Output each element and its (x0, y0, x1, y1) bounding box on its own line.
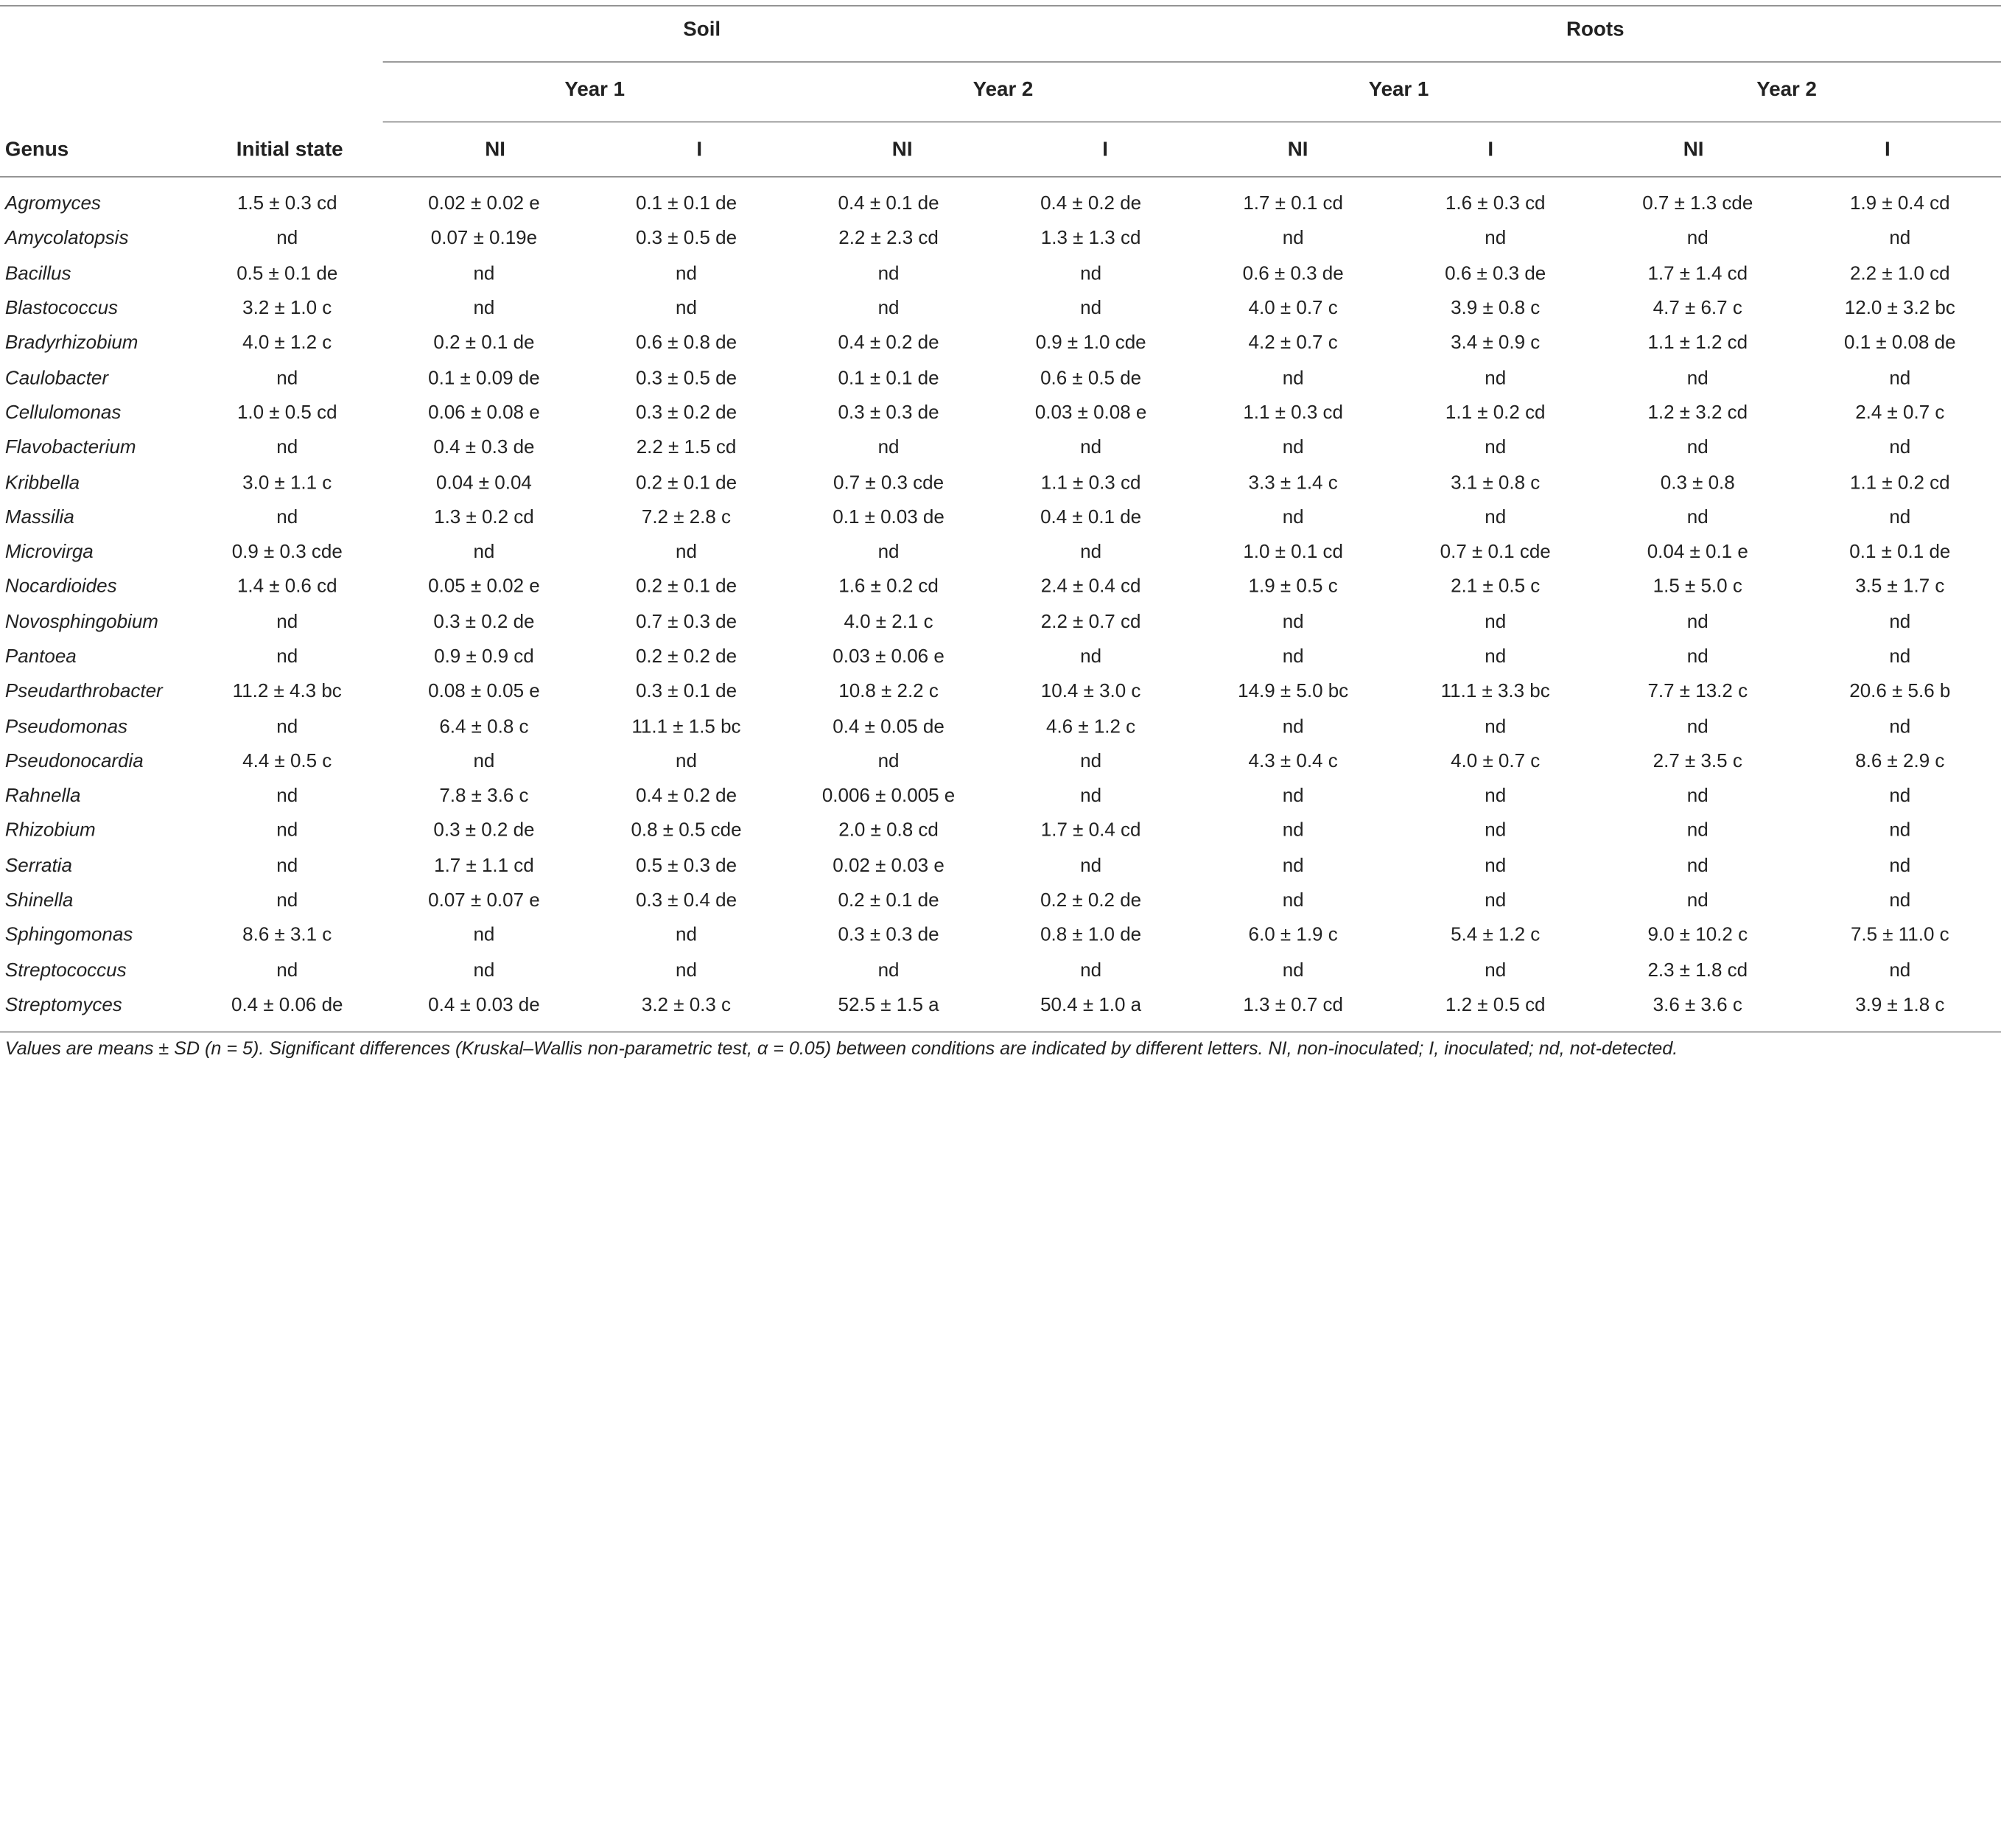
value-cell: nd (1686, 819, 1709, 842)
value-cell: 6.4 ± 0.8 c (439, 715, 529, 738)
table-row (0, 326, 2001, 360)
value-cell: 0.3 ± 0.2 de (433, 819, 535, 842)
value-cell: nd (1080, 541, 1102, 564)
data-table (0, 186, 2001, 1023)
value-cell: 3.3 ± 1.4 c (1248, 472, 1338, 494)
value-cell: nd (276, 819, 298, 842)
value-cell: 0.2 ± 0.2 de (1040, 889, 1142, 911)
value-cell: 0.7 ± 0.1 cde (1440, 541, 1551, 564)
value-cell: 0.6 ± 0.3 de (1445, 262, 1546, 284)
value-cell: 2.2 ± 1.5 cd (636, 436, 737, 459)
value-cell: 0.2 ± 0.1 de (635, 575, 737, 598)
value-cell: 0.08 ± 0.05 e (428, 680, 540, 703)
value-cell: 1.7 ± 1.4 cd (1647, 262, 1748, 284)
value-cell: nd (1485, 959, 1507, 981)
genus-cell: Cellulomonas (4, 402, 122, 424)
value-cell: 0.05 ± 0.02 e (428, 575, 540, 598)
genus-cell: Blastococcus (4, 297, 119, 320)
table-row (0, 883, 2001, 918)
value-cell: 1.3 ± 0.7 cd (1243, 994, 1343, 1016)
value-cell: 3.1 ± 0.8 c (1451, 472, 1541, 494)
genus-cell: Streptococcus (4, 959, 127, 981)
roots-year2-header: Year 2 (1756, 79, 1817, 101)
table-row (0, 779, 2001, 813)
value-cell: 50.4 ± 1.0 a (1040, 994, 1142, 1016)
value-cell: 7.7 ± 13.2 c (1647, 680, 1748, 703)
genus-cell: Novosphingobium (4, 611, 158, 633)
table-row (0, 291, 2001, 326)
value-cell: nd (676, 924, 697, 947)
value-cell: nd (1080, 785, 1102, 808)
value-cell: nd (276, 228, 298, 250)
value-cell: nd (473, 959, 495, 981)
soil-y1-i-header: I (696, 139, 703, 161)
table-row (0, 535, 2001, 570)
genus-cell: Sphingomonas (4, 924, 133, 947)
value-cell: nd (1686, 855, 1709, 877)
value-cell: nd (676, 959, 697, 981)
value-cell: 0.3 ± 0.5 de (635, 228, 737, 250)
value-cell: 0.4 ± 0.2 de (635, 785, 737, 808)
value-cell: nd (1282, 855, 1304, 877)
value-cell: 4.2 ± 0.7 c (1248, 332, 1338, 354)
value-cell: 10.4 ± 3.0 c (1040, 680, 1141, 703)
value-cell: nd (1485, 228, 1507, 250)
header-bottom-rule (0, 176, 2001, 178)
value-cell: nd (1686, 367, 1709, 389)
value-cell: nd (1080, 959, 1102, 981)
value-cell: 5.4 ± 1.2 c (1451, 924, 1541, 947)
value-cell: nd (1282, 819, 1304, 842)
table-row (0, 953, 2001, 987)
table-row (0, 186, 2001, 221)
value-cell: 3.9 ± 0.8 c (1451, 297, 1541, 320)
value-cell: 2.0 ± 0.8 cd (838, 819, 939, 842)
value-cell: 9.0 ± 10.2 c (1647, 924, 1748, 947)
value-cell: 1.1 ± 0.2 cd (1850, 472, 1950, 494)
value-cell: nd (276, 889, 298, 911)
genus-cell: Pseudarthrobacter (4, 680, 163, 703)
value-cell: nd (473, 297, 495, 320)
value-cell: 4.0 ± 1.2 c (242, 332, 332, 354)
value-cell: nd (1686, 715, 1709, 738)
value-cell: nd (877, 541, 900, 564)
value-cell: nd (1889, 367, 1911, 389)
value-cell: 0.5 ± 0.1 de (236, 262, 338, 284)
genus-cell: Massilia (4, 506, 74, 528)
value-cell: nd (473, 924, 495, 947)
value-cell: nd (676, 750, 697, 772)
value-cell: 3.2 ± 0.3 c (641, 994, 732, 1016)
value-cell: nd (1485, 855, 1507, 877)
value-cell: nd (1686, 889, 1709, 911)
value-cell: 52.5 ± 1.5 a (838, 994, 939, 1016)
value-cell: 0.4 ± 0.1 de (838, 192, 939, 215)
value-cell: nd (1282, 889, 1304, 911)
value-cell: 20.6 ± 5.6 b (1849, 680, 1951, 703)
value-cell: nd (1485, 611, 1507, 633)
value-cell: nd (676, 297, 697, 320)
top-rule (0, 5, 2001, 7)
value-cell: 0.1 ± 0.1 de (838, 367, 939, 389)
value-cell: 1.9 ± 0.4 cd (1850, 192, 1950, 215)
roots-y1-ni-header: NI (1287, 139, 1308, 161)
value-cell: 0.3 ± 0.1 de (635, 680, 737, 703)
value-cell: 0.4 ± 0.03 de (428, 994, 540, 1016)
genus-cell: Nocardioides (4, 575, 117, 598)
value-cell: 0.3 ± 0.8 (1660, 472, 1735, 494)
value-cell: 1.1 ± 0.3 cd (1040, 472, 1141, 494)
soil-year2-header: Year 2 (973, 79, 1034, 101)
group-rule (383, 61, 2001, 63)
genus-cell: Pseudonocardia (4, 750, 144, 772)
value-cell: 0.07 ± 0.19e (430, 228, 538, 250)
value-cell: nd (1889, 611, 1911, 633)
genus-cell: Rhizobium (4, 819, 96, 842)
value-cell: nd (1282, 715, 1304, 738)
value-cell: nd (877, 297, 900, 320)
value-cell: 0.1 ± 0.09 de (428, 367, 540, 389)
value-cell: 2.4 ± 0.7 c (1855, 402, 1945, 424)
subgroup-rule (383, 122, 2001, 123)
value-cell: nd (1686, 645, 1709, 668)
table-row (0, 221, 2001, 256)
value-cell: 0.3 ± 0.2 de (635, 402, 737, 424)
value-cell: 2.2 ± 0.7 cd (1040, 611, 1141, 633)
value-cell: 1.3 ± 1.3 cd (1040, 228, 1141, 250)
value-cell: 2.2 ± 1.0 cd (1850, 262, 1950, 284)
value-cell: nd (1485, 785, 1507, 808)
value-cell: 3.2 ± 1.0 c (242, 297, 332, 320)
value-cell: nd (276, 367, 298, 389)
value-cell: 0.2 ± 0.1 de (838, 889, 939, 911)
table-row (0, 570, 2001, 604)
value-cell: nd (1686, 228, 1709, 250)
genus-cell: Shinella (4, 889, 74, 911)
value-cell: nd (1080, 855, 1102, 877)
value-cell: 0.6 ± 0.8 de (635, 332, 737, 354)
table-row (0, 813, 2001, 848)
value-cell: nd (1080, 297, 1102, 320)
value-cell: 0.1 ± 0.08 de (1844, 332, 1956, 354)
value-cell: nd (276, 959, 298, 981)
value-cell: 1.0 ± 0.1 cd (1243, 541, 1343, 564)
value-cell: 0.03 ± 0.06 e (833, 645, 945, 668)
value-cell: 1.2 ± 0.5 cd (1445, 994, 1546, 1016)
value-cell: nd (1080, 645, 1102, 668)
value-cell: 3.9 ± 1.8 c (1855, 994, 1945, 1016)
value-cell: 10.8 ± 2.2 c (838, 680, 939, 703)
value-cell: 4.3 ± 0.4 c (1248, 750, 1338, 772)
table-row (0, 465, 2001, 500)
value-cell: 0.06 ± 0.08 e (428, 402, 540, 424)
value-cell: 1.6 ± 0.3 cd (1445, 192, 1546, 215)
value-cell: nd (1889, 506, 1911, 528)
value-cell: 2.1 ± 0.5 c (1451, 575, 1541, 598)
value-cell: nd (1889, 855, 1911, 877)
value-cell: nd (1282, 506, 1304, 528)
value-cell: nd (1686, 506, 1709, 528)
value-cell: nd (276, 611, 298, 633)
value-cell: 0.02 ± 0.02 e (428, 192, 540, 215)
value-cell: 1.5 ± 0.3 cd (236, 192, 337, 215)
value-cell: 0.7 ± 1.3 cde (1642, 192, 1753, 215)
value-cell: nd (1485, 819, 1507, 842)
value-cell: nd (473, 541, 495, 564)
value-cell: 1.2 ± 3.2 cd (1647, 402, 1748, 424)
value-cell: 11.2 ± 4.3 bc (232, 680, 342, 703)
value-cell: 8.6 ± 3.1 c (242, 924, 332, 947)
value-cell: 0.8 ± 1.0 de (1040, 924, 1142, 947)
soil-y2-ni-header: NI (891, 139, 913, 161)
table-row (0, 743, 2001, 778)
table-row (0, 430, 2001, 465)
value-cell: nd (1889, 436, 1911, 459)
value-cell: 4.0 ± 0.7 c (1248, 297, 1338, 320)
genus-cell: Pantoea (4, 645, 77, 668)
value-cell: nd (1485, 436, 1507, 459)
value-cell: nd (1282, 645, 1304, 668)
value-cell: 2.3 ± 1.8 cd (1647, 959, 1748, 981)
soil-y1-ni-header: NI (485, 139, 505, 161)
genus-cell: Bacillus (4, 262, 71, 284)
value-cell: 0.4 ± 0.06 de (231, 994, 343, 1016)
value-cell: 0.4 ± 0.2 de (1040, 192, 1142, 215)
table-row (0, 640, 2001, 674)
value-cell: 4.0 ± 0.7 c (1451, 750, 1541, 772)
genus-cell: Pseudomonas (4, 715, 128, 738)
value-cell: 0.3 ± 0.3 de (838, 402, 939, 424)
value-cell: nd (276, 436, 298, 459)
table-row (0, 848, 2001, 883)
value-cell: 0.2 ± 0.1 de (635, 472, 737, 494)
roots-y2-ni-header: NI (1683, 139, 1704, 161)
table-row (0, 987, 2001, 1022)
value-cell: 0.7 ± 0.3 cde (833, 472, 945, 494)
value-cell: nd (473, 750, 495, 772)
table-bottom-rule (0, 1032, 2001, 1033)
value-cell: 14.9 ± 5.0 bc (1238, 680, 1349, 703)
table-row (0, 709, 2001, 743)
value-cell: 0.6 ± 0.5 de (1040, 367, 1142, 389)
value-cell: 2.2 ± 2.3 cd (838, 228, 939, 250)
value-cell: 0.9 ± 1.0 cde (1035, 332, 1146, 354)
soil-header: Soil (683, 18, 721, 41)
value-cell: 6.0 ± 1.9 c (1248, 924, 1338, 947)
value-cell: 0.4 ± 0.1 de (1040, 506, 1142, 528)
value-cell: nd (1686, 436, 1709, 459)
value-cell: nd (1282, 959, 1304, 981)
value-cell: 1.3 ± 0.2 cd (434, 506, 534, 528)
value-cell: 2.7 ± 3.5 c (1653, 750, 1742, 772)
roots-y2-i-header: I (1885, 139, 1890, 161)
value-cell: nd (1282, 436, 1304, 459)
value-cell: 0.2 ± 0.1 de (433, 332, 535, 354)
genus-cell: Kribbella (4, 472, 80, 494)
value-cell: nd (473, 262, 495, 284)
value-cell: nd (1686, 611, 1709, 633)
value-cell: 0.1 ± 0.03 de (833, 506, 945, 528)
value-cell: 1.1 ± 0.3 cd (1243, 402, 1343, 424)
table-row (0, 604, 2001, 639)
value-cell: nd (1282, 611, 1304, 633)
table-row (0, 674, 2001, 709)
initial-state-column-header: Initial state (236, 139, 343, 161)
genus-cell: Agromyces (4, 192, 101, 215)
genus-cell: Microvirga (4, 541, 94, 564)
table-row (0, 360, 2001, 395)
value-cell: 1.1 ± 1.2 cd (1647, 332, 1748, 354)
value-cell: nd (1686, 785, 1709, 808)
value-cell: nd (1485, 645, 1507, 668)
roots-header: Roots (1566, 18, 1625, 41)
soil-y2-i-header: I (1102, 139, 1108, 161)
value-cell: 0.3 ± 0.2 de (433, 611, 535, 633)
value-cell: nd (276, 506, 298, 528)
value-cell: 1.5 ± 5.0 c (1653, 575, 1742, 598)
value-cell: nd (877, 959, 900, 981)
value-cell: 1.7 ± 0.4 cd (1040, 819, 1141, 842)
value-cell: 0.4 ± 0.2 de (838, 332, 939, 354)
value-cell: nd (1889, 228, 1911, 250)
value-cell: nd (276, 715, 298, 738)
table-footnote: Values are means ± SD (n = 5). Significant differences (Kruskal–Wallis non-parametric test, α = 0.05) between conditions are indicated by different letters. NI, non-inoculated; I, inoculated; nd, not-detected. (4, 1039, 1678, 1060)
value-cell: 1.4 ± 0.6 cd (236, 575, 337, 598)
value-cell: 3.6 ± 3.6 c (1653, 994, 1742, 1016)
value-cell: 8.6 ± 2.9 c (1855, 750, 1945, 772)
value-cell: nd (1889, 959, 1911, 981)
value-cell: 3.5 ± 1.7 c (1855, 575, 1945, 598)
value-cell: nd (276, 645, 298, 668)
value-cell: 1.7 ± 1.1 cd (434, 855, 534, 877)
value-cell: 2.4 ± 0.4 cd (1040, 575, 1141, 598)
value-cell: nd (276, 785, 298, 808)
value-cell: nd (1889, 785, 1911, 808)
value-cell: 0.4 ± 0.3 de (433, 436, 535, 459)
roots-year1-header: Year 1 (1368, 79, 1429, 101)
value-cell: 12.0 ± 3.2 bc (1844, 297, 1955, 320)
genus-cell: Bradyrhizobium (4, 332, 139, 354)
value-cell: 3.4 ± 0.9 c (1451, 332, 1541, 354)
value-cell: 1.9 ± 0.5 c (1248, 575, 1338, 598)
value-cell: 11.1 ± 3.3 bc (1440, 680, 1550, 703)
soil-year1-header: Year 1 (564, 79, 625, 101)
value-cell: 7.8 ± 3.6 c (439, 785, 529, 808)
value-cell: 4.4 ± 0.5 c (242, 750, 332, 772)
value-cell: 1.0 ± 0.5 cd (236, 402, 337, 424)
table-row (0, 256, 2001, 290)
value-cell: nd (1282, 367, 1304, 389)
value-cell: nd (1889, 819, 1911, 842)
value-cell: 4.7 ± 6.7 c (1653, 297, 1742, 320)
value-cell: 0.04 ± 0.04 (436, 472, 532, 494)
value-cell: nd (1080, 436, 1102, 459)
value-cell: nd (1485, 367, 1507, 389)
value-cell: nd (676, 541, 697, 564)
value-cell: nd (1282, 785, 1304, 808)
value-cell: nd (877, 436, 900, 459)
value-cell: nd (877, 750, 900, 772)
value-cell: nd (1889, 889, 1911, 911)
genus-cell: Amycolatopsis (4, 228, 129, 250)
value-cell: 0.3 ± 0.3 de (838, 924, 939, 947)
value-cell: 0.1 ± 0.1 de (1849, 541, 1951, 564)
value-cell: 1.6 ± 0.2 cd (838, 575, 939, 598)
value-cell: 0.2 ± 0.2 de (635, 645, 737, 668)
value-cell: 0.04 ± 0.1 e (1647, 541, 1748, 564)
value-cell: nd (1080, 262, 1102, 284)
value-cell: 7.5 ± 11.0 c (1850, 924, 1949, 947)
value-cell: 0.03 ± 0.08 e (1034, 402, 1147, 424)
table-row (0, 918, 2001, 953)
value-cell: nd (1282, 228, 1304, 250)
value-cell: 1.7 ± 0.1 cd (1243, 192, 1343, 215)
value-cell: 0.006 ± 0.005 e (821, 785, 956, 808)
value-cell: 1.1 ± 0.2 cd (1445, 402, 1546, 424)
genus-cell: Serratia (4, 855, 72, 877)
value-cell: 0.3 ± 0.4 de (635, 889, 737, 911)
value-cell: 0.1 ± 0.1 de (635, 192, 737, 215)
value-cell: 0.8 ± 0.5 cde (631, 819, 742, 842)
value-cell: nd (1485, 506, 1507, 528)
value-cell: 0.4 ± 0.05 de (833, 715, 945, 738)
value-cell: nd (276, 855, 298, 877)
value-cell: nd (1889, 715, 1911, 738)
genus-cell: Streptomyces (4, 994, 122, 1016)
genus-cell: Rahnella (4, 785, 81, 808)
genus-cell: Flavobacterium (4, 436, 136, 459)
value-cell: 0.9 ± 0.3 cde (231, 541, 343, 564)
value-cell: nd (676, 262, 697, 284)
table-row (0, 396, 2001, 430)
value-cell: 0.9 ± 0.9 cd (434, 645, 534, 668)
value-cell: nd (877, 262, 900, 284)
value-cell: 3.0 ± 1.1 c (242, 472, 332, 494)
value-cell: nd (1485, 715, 1507, 738)
value-cell: 0.3 ± 0.5 de (635, 367, 737, 389)
value-cell: nd (1485, 889, 1507, 911)
value-cell: nd (1889, 645, 1911, 668)
value-cell: 4.0 ± 2.1 c (844, 611, 933, 633)
roots-y1-i-header: I (1487, 139, 1494, 161)
value-cell: 0.7 ± 0.3 de (635, 611, 737, 633)
value-cell: nd (1080, 750, 1102, 772)
table-row (0, 500, 2001, 534)
genus-cell: Caulobacter (4, 367, 109, 389)
value-cell: 4.6 ± 1.2 c (1045, 715, 1136, 738)
value-cell: 0.07 ± 0.07 e (428, 889, 540, 911)
value-cell: 11.1 ± 1.5 bc (631, 715, 741, 738)
value-cell: 7.2 ± 2.8 c (641, 506, 732, 528)
value-cell: 0.6 ± 0.3 de (1242, 262, 1344, 284)
value-cell: 0.5 ± 0.3 de (635, 855, 737, 877)
value-cell: 0.02 ± 0.03 e (833, 855, 945, 877)
genus-column-header: Genus (4, 139, 69, 161)
